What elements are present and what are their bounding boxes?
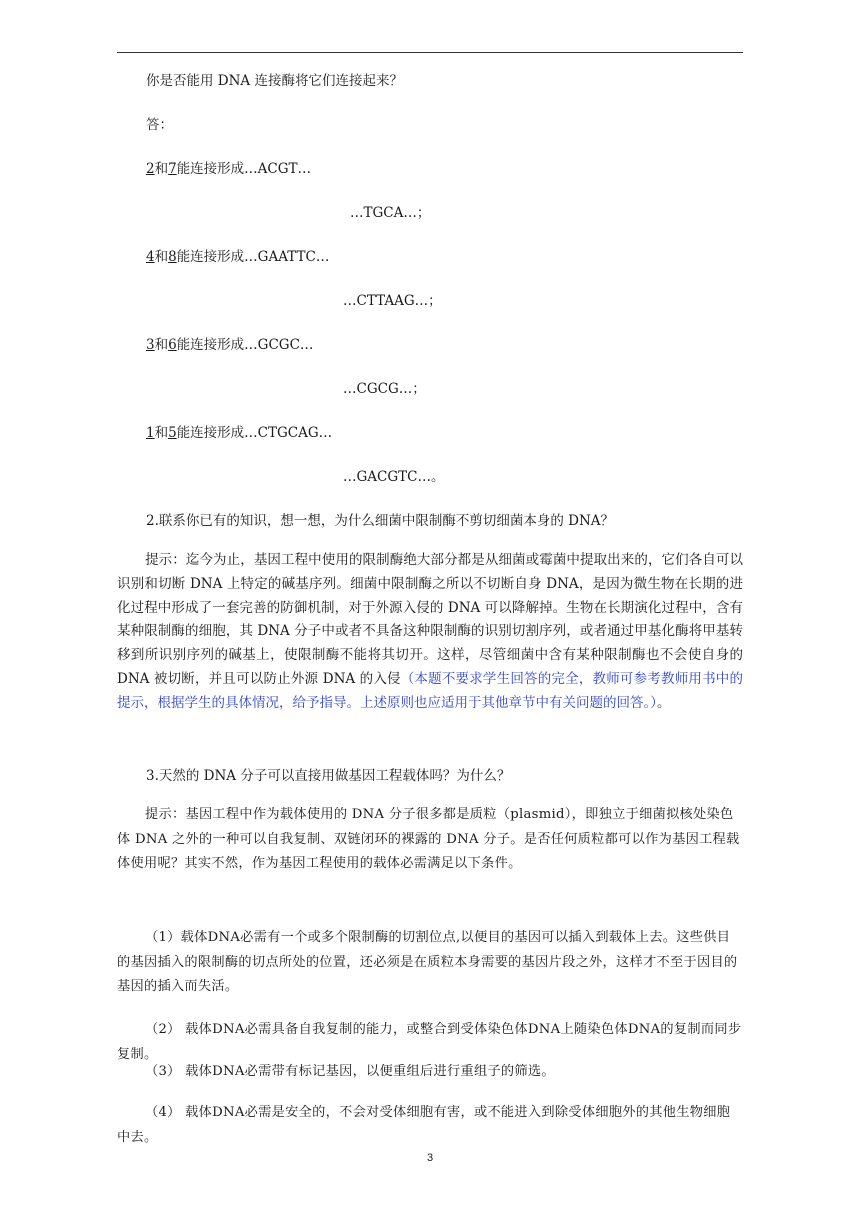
answer-pair-line: 1和5能连接形成…CTGCAG… bbox=[146, 425, 333, 441]
answer-pair-bottom: …CTTAAG…； bbox=[343, 293, 442, 309]
answer-pair-line: 2和7能连接形成…ACGT… bbox=[146, 161, 312, 177]
condition-4: （4） 载体DNA必需是安全的，不会对受体细胞有害，或不能进入到除受体细胞外的其他生物细胞中去。 bbox=[117, 1105, 731, 1145]
answer-pair-bottom: …GACGTC…。 bbox=[343, 469, 445, 485]
answer-pair-bottom: …TGCA…； bbox=[350, 205, 431, 221]
question-2: 2.联系你已有的知识，想一想，为什么细菌中限制酶不剪切细菌本身的 DNA？ bbox=[146, 513, 615, 529]
hint-2-note: （本题不要求学生回答的完全，教师可参考教师用书中的提示，根据学生的具体情况，给予指导。上述原则也应适用于其他章节中有关问题的回答。） bbox=[117, 670, 744, 711]
answer-pair-bottom: …CGCG…； bbox=[343, 381, 426, 397]
condition-1: （1）载体DNA必需有一个或多个限制酶的切割位点,以便目的基因可以插入到载体上去。这些供目的基因插入的限制酶的切点所处的位置，还必须是在质粒本身需要的基因片段之外，这样才不至于因目的基因的插入而失活。 bbox=[117, 930, 738, 994]
intro-question: 你是否能用 DNA 连接酶将它们连接起来？ bbox=[146, 73, 403, 89]
header-rule bbox=[117, 52, 743, 53]
condition-2: （2） 载体DNA必需具备自我复制的能力，或整合到受体染色体DNA上随染色体DNA的复制而同步复制。 bbox=[117, 1022, 742, 1062]
condition-3: （3） 载体DNA必需带有标记基因，以便重组后进行重组子的筛选。 bbox=[145, 1064, 555, 1079]
hint-3-paragraph: 提示：基因工程中作为载体使用的 DNA 分子很多都是质粒（plasmid），即独立于细菌拟核处染色体 DNA 之外的一种可以自我复制、双链闭环的裸露的 DNA 分子。是否任何质粒都可以作为基因工程载体使用呢？其实不然，作为基因工程使用的载体必需满足以下条件。 bbox=[117, 807, 740, 871]
page-number: 3 bbox=[426, 1152, 434, 1164]
question-3: 3.天然的 DNA 分子可以直接用做基因工程载体吗？为什么？ bbox=[146, 768, 511, 784]
answer-label: 答： bbox=[146, 117, 173, 133]
answer-pair-line: 3和6能连接形成…GCGC… bbox=[146, 337, 314, 353]
hint-2-paragraph: 提示：迄今为止，基因工程中使用的限制酶绝大部分都是从细菌或霉菌中提取出来的，它们各自可以识别和切断 DNA 上特定的碱基序列。细菌中限制酶之所以不切断自身 DNA，是因为微生物在长期的进化过程中形成了一套完善的防御机制，对于外源入侵的 DNA 可以降解掉。生物在长期演化过程中，含有某种限制酶的细胞，其 DNA 分子中或者不具备这种限制酶的识别切割序列，或者通过甲基化酶将甲基转移到所识别序列的碱基上，使限制酶不能将其切开。这样，尽管细菌中含有某种限制酶也不会使自身的 DNA 被切断，并且可以防止外源 DNA 的入侵（本题不要求学生回答的完全，教师可参考教师用书中的提示，根据学生的具体情况，给予指导。上述原则也应适用于其他章节中有关问题的回答。）。 bbox=[117, 552, 744, 711]
answer-pair-line: 4和8能连接形成…GAATTC… bbox=[146, 249, 330, 265]
